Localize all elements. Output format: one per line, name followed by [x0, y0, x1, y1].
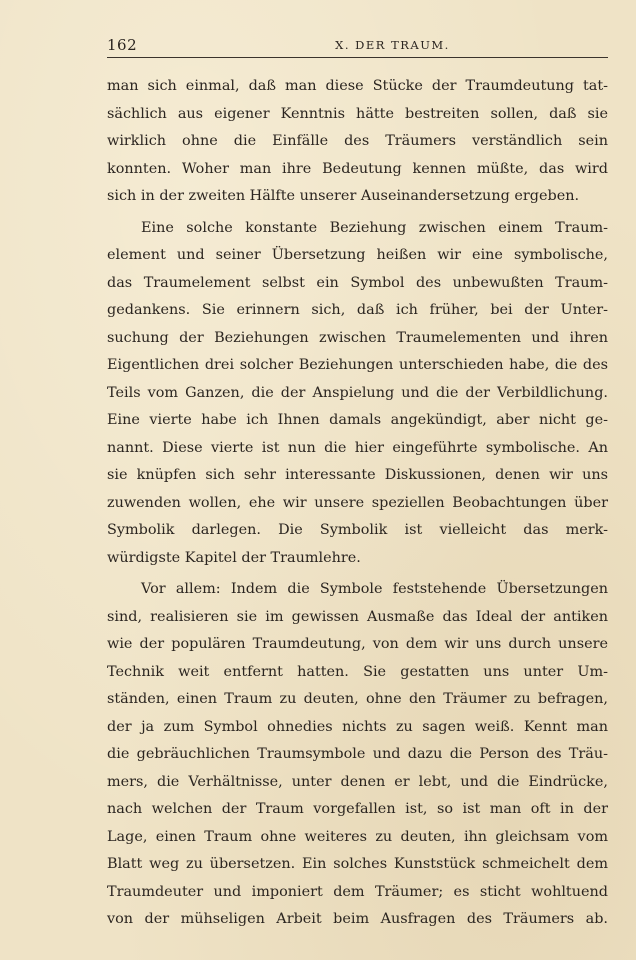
page-number: 162 — [107, 36, 138, 54]
text-line: konnten. Woher man ihre Bedeutung kennen müßte, das wird — [107, 160, 608, 177]
text-line: das Traumelement selbst ein Symbol des unbewußten Traum- — [107, 274, 608, 291]
text-line: zuwenden wollen, ehe wir unsere speziellen Beobachtungen über — [107, 494, 608, 511]
text-line: wirklich ohne die Einfälle des Träumers verständlich sein — [107, 133, 608, 149]
text-line: nach welchen der Traum vorgefallen ist, so ist man oft in der — [107, 801, 608, 817]
text-line: Symbolik darlegen. Die Symbolik ist vielleicht das merk- — [107, 522, 608, 538]
text-line: Lage, einen Traum ohne weiteres zu deuten, ihn gleichsam vom — [107, 828, 608, 845]
text-line: sind, realisieren sie im gewissen Ausmaße das Ideal der antiken — [107, 608, 608, 625]
body-text — [107, 73, 608, 934]
text-line: element und seiner Übersetzung heißen wir eine symbolische, — [107, 247, 608, 263]
text-line: sie knüpfen sich sehr interessante Diskussionen, denen wir uns — [107, 467, 608, 483]
text-line: würdigste Kapitel der Traumlehre. — [107, 549, 361, 566]
text-line: der ja zum Symbol ohnedies nichts zu sagen weiß. Kennt man — [107, 718, 608, 735]
text-line: gedankens. Sie erinnern sich, daß ich früher, bei der Unter- — [107, 302, 608, 318]
header-rule — [107, 57, 608, 58]
text-line: wie der populären Traumdeutung, von dem wir uns durch unsere — [107, 636, 608, 652]
text-line: mers, die Verhältnisse, unter denen er lebt, und die Eindrücke, — [107, 773, 608, 790]
running-head — [107, 36, 608, 56]
text-line: die gebräuchlichen Traumsymbole und dazu die Person des Träu- — [107, 746, 608, 762]
text-line: Eigentlichen drei solcher Beziehungen unterschieden habe, die des — [107, 357, 608, 373]
text-line: Eine vierte habe ich Ihnen damals angekündigt, aber nicht ge- — [107, 412, 608, 428]
text-line: nannt. Diese vierte ist nun die hier eingeführte symbolische. An — [107, 439, 608, 456]
text-line: sich in der zweiten Hälfte unserer Auseinandersetzung ergeben. — [107, 188, 580, 204]
text-line: Blatt weg zu übersetzen. Ein solches Kunststück schmeichelt dem — [107, 856, 608, 872]
chapter-title: X. DER TRAUM. — [335, 38, 450, 52]
text-line: man sich einmal, daß man diese Stücke der Traumdeutung tat- — [107, 78, 608, 94]
text-line: Teils vom Ganzen, die der Anspielung und die der Verbildlichung. — [107, 384, 608, 401]
text-line: ständen, einen Traum zu deuten, ohne den Träumer zu befragen, — [107, 691, 608, 707]
text-line: Vor allem: Indem die Symbole feststehende Übersetzungen — [141, 581, 608, 597]
text-line: von der mühseligen Arbeit beim Ausfragen des Träumers ab. — [107, 911, 608, 927]
text-line: Eine solche konstante Beziehung zwischen einem Traum- — [141, 219, 608, 236]
text-line: Traumdeuter und imponiert dem Träumer; es sticht wohltuend — [107, 883, 608, 900]
text-line: suchung der Beziehungen zwischen Traumelementen und ihren — [107, 329, 608, 346]
text-line: sächlich aus eigener Kenntnis hätte bestreiten sollen, daß sie — [107, 105, 608, 122]
text-line: Technik weit entfernt hatten. Sie gestatten uns unter Um- — [107, 663, 608, 680]
